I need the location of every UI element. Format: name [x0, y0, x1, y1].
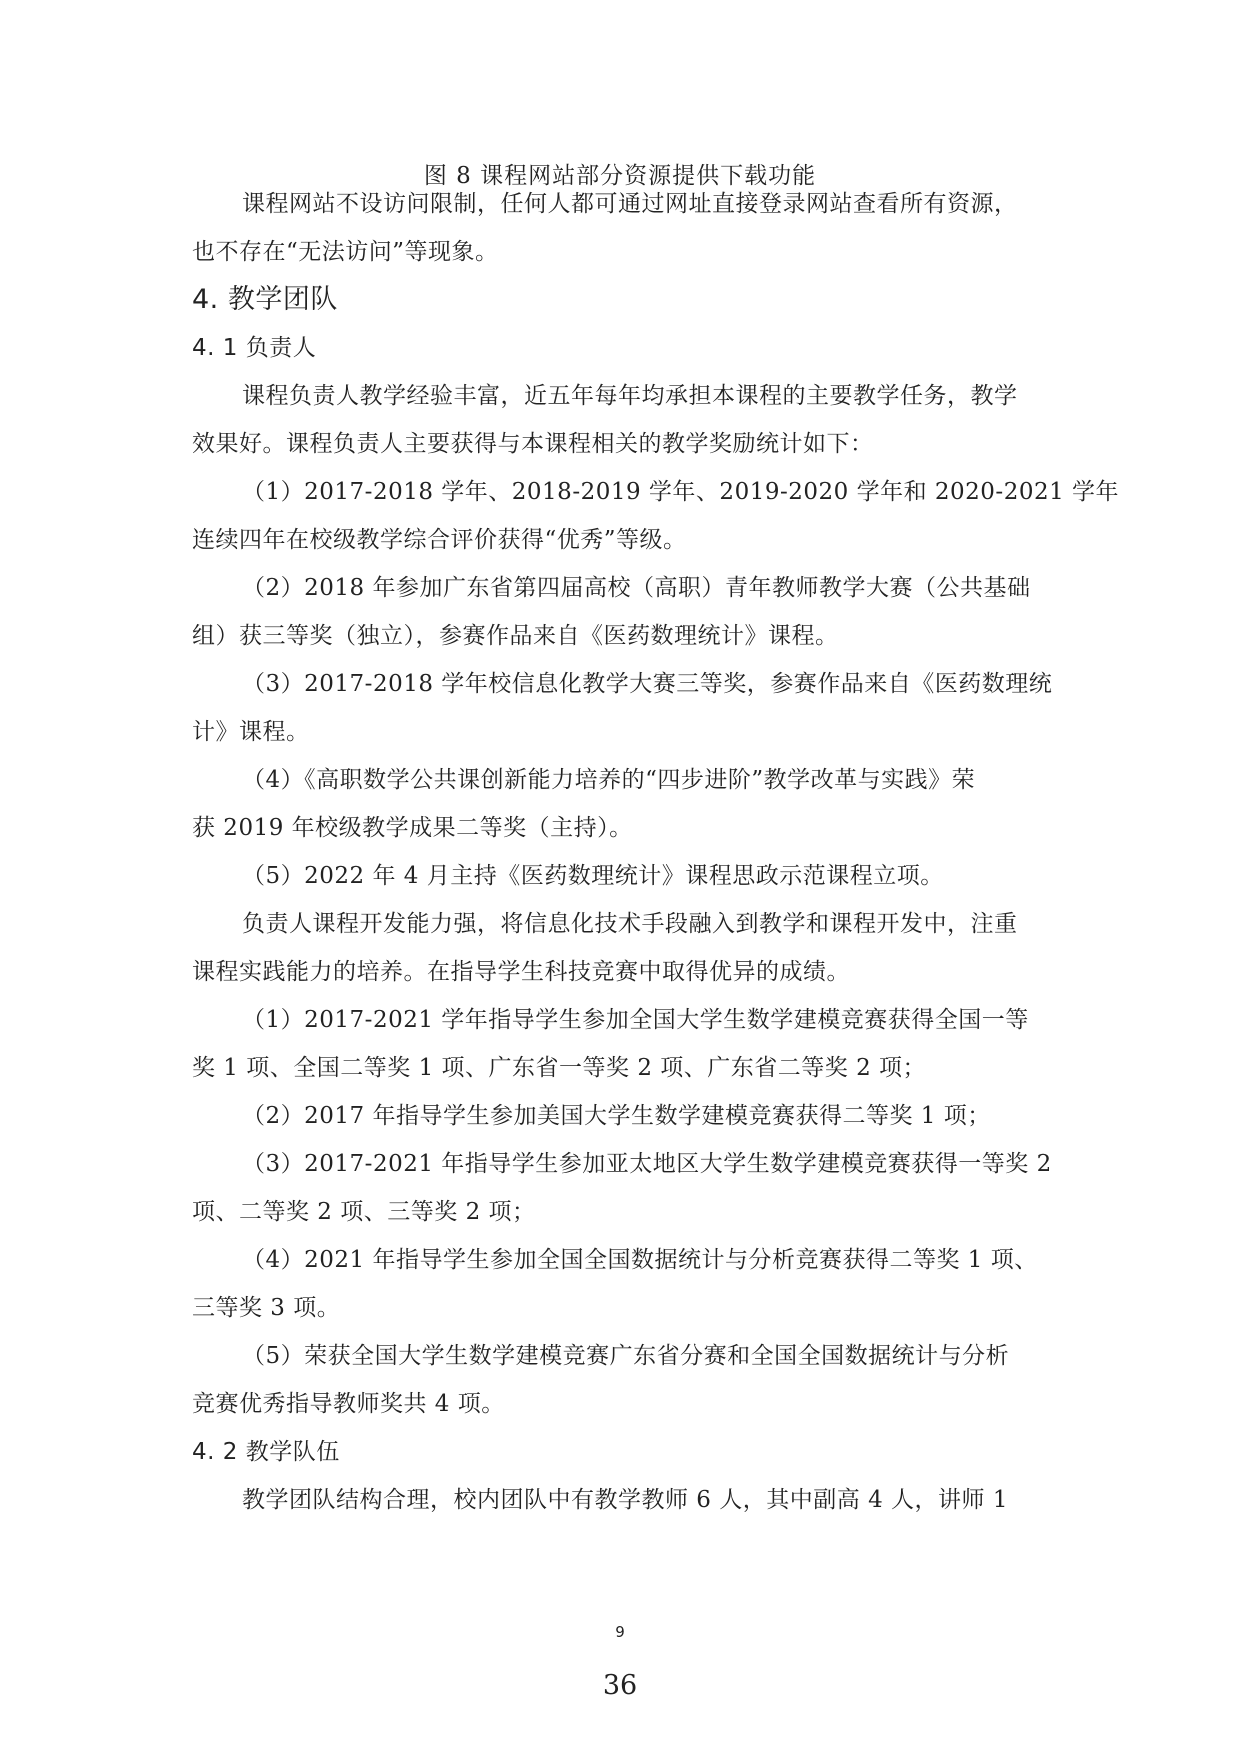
text-line: 课程负责人教学经验丰富，近五年每年均承担本课程的主要教学任务，教学 [242, 383, 1018, 409]
text-line: （3）2017-2021 年指导学生参加亚太地区大学生数学建模竞赛获得一等奖 2 [242, 1151, 1052, 1177]
page-number-large: 36 [602, 1670, 638, 1701]
text-line: 项、二等奖 2 项、三等奖 2 项； [192, 1199, 536, 1225]
text-line: （4）2021 年指导学生参加全国全国数据统计与分析竞赛获得二等奖 1 项、 [242, 1247, 1038, 1273]
figure-caption: 图 8 课程网站部分资源提供下载功能 [423, 163, 817, 189]
text-line: 课程网站不设访问限制，任何人都可通过网址直接登录网站查看所有资源， [242, 191, 1018, 217]
text-line: （5）荣获全国大学生数学建模竞赛广东省分赛和全国全国数据统计与分析 [242, 1343, 1010, 1369]
text-line: 竞赛优秀指导教师奖共 4 项。 [192, 1391, 505, 1417]
body-text [192, 180, 1120, 1524]
section-heading: 4. 教学团队 [192, 284, 338, 315]
text-line: 组）获三等奖（独立），参赛作品来自《医药数理统计》课程。 [192, 623, 839, 649]
subsection-heading: 4. 1 负责人 [192, 335, 317, 361]
page-number-small: 9 [615, 1623, 625, 1641]
text-line: （1）2017-2018 学年、2018-2019 学年、2019-2020 学年和 2020-2021 学年 [242, 479, 1120, 505]
text-line: 负责人课程开发能力强，将信息化技术手段融入到教学和课程开发中，注重 [242, 911, 1018, 937]
text-line: 三等奖 3 项。 [192, 1295, 341, 1321]
text-line: 效果好。课程负责人主要获得与本课程相关的教学奖励统计如下： [192, 431, 874, 457]
text-line: （2）2017 年指导学生参加美国大学生数学建模竞赛获得二等奖 1 项； [242, 1103, 991, 1129]
text-line: （5）2022 年 4 月主持《医药数理统计》课程思政示范课程立项。 [242, 863, 944, 889]
text-line: 教学团队结构合理，校内团队中有教学教师 6 人，其中副高 4 人，讲师 1 [242, 1487, 1008, 1513]
text-line: （1）2017-2021 学年指导学生参加全国大学生数学建模竞赛获得全国一等 [242, 1007, 1029, 1033]
text-line: （2）2018 年参加广东省第四届高校（高职）青年教师教学大赛（公共基础 [242, 575, 1031, 601]
text-line: 奖 1 项、全国二等奖 1 项、广东省一等奖 2 项、广东省二等奖 2 项； [192, 1055, 927, 1081]
text-line: （3）2017-2018 学年校信息化教学大赛三等奖，参赛作品来自《医药数理统 [242, 671, 1053, 697]
subsection-heading: 4. 2 教学队伍 [192, 1439, 340, 1465]
text-line: 获 2019 年校级教学成果二等奖（主持）。 [192, 815, 633, 841]
text-line: 也不存在“无法访问”等现象。 [192, 239, 499, 265]
text-line: 计》课程。 [192, 719, 310, 745]
text-line: 课程实践能力的培养。在指导学生科技竞赛中取得优异的成绩。 [192, 959, 850, 985]
text-line: （4）《高职数学公共课创新能力培养的“四步进阶”教学改革与实践》荣 [242, 767, 976, 793]
text-line: 连续四年在校级教学综合评价获得“优秀”等级。 [192, 527, 687, 553]
